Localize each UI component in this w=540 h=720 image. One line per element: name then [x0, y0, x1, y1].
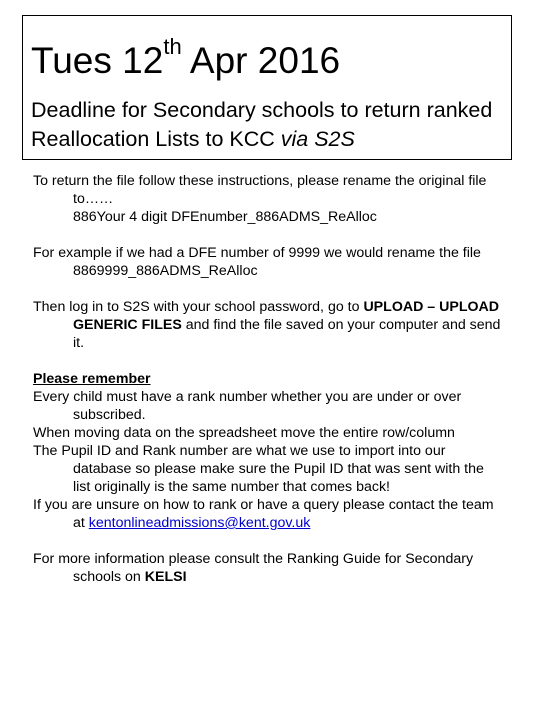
instruction-rename-text: To return the file follow these instructions, please rename the original file to…… — [33, 173, 487, 207]
page-title-date — [31, 34, 341, 82]
instructions-body — [33, 172, 503, 586]
title-month-year: Apr 2016 — [181, 40, 341, 81]
title-day: Tues 12 — [31, 40, 164, 81]
remember-item-pupil-id-text: The Pupil ID and Rank number are what we use to import into our database so please make sure the Pupil ID that was sent with the list originally is the same number that comes back! — [33, 443, 484, 495]
remember-item-move-text: When moving data on the spreadsheet move the entire row/column — [33, 425, 455, 441]
instruction-rename — [33, 172, 503, 208]
contact-email-link[interactable]: kentonlineadmissions@kent.gov.uk — [88, 515, 311, 531]
deadline-via: via S2S — [280, 127, 355, 151]
title-box — [22, 15, 512, 160]
deadline-heading — [31, 96, 509, 154]
upload-menu-path: UPLOAD – UPLOAD GENERIC FILES — [73, 299, 500, 333]
remember-item-contact — [33, 496, 503, 532]
remember-item-pupil-id — [33, 442, 503, 496]
kelsi-name: KELSI — [144, 569, 187, 585]
more-info-text: For more information please consult the Ranking Guide for Secondary schools on — [33, 551, 474, 585]
example-paragraph — [33, 244, 503, 280]
login-suffix: and find the file saved on your computer and send it. — [73, 317, 501, 351]
login-paragraph — [33, 298, 503, 352]
title-ordinal: th — [163, 34, 182, 59]
remember-item-move — [33, 424, 503, 442]
example-text: For example if we had a DFE number of 9999 we would rename the file 8869999_886ADMS_ReAlloc — [33, 245, 481, 279]
remember-item-rank — [33, 388, 503, 424]
remember-item-rank-text: Every child must have a rank number whether you are under or over subscribed. — [33, 389, 462, 423]
login-prefix: Then log in to S2S with your school password, go to — [33, 299, 364, 315]
more-info-paragraph — [33, 550, 503, 586]
remember-item-contact-text: If you are unsure on how to rank or have a query please contact the team at — [33, 497, 494, 531]
filename-format-text: 886Your 4 digit DFEnumber_886ADMS_ReAlloc — [73, 209, 377, 225]
deadline-text: Deadline for Secondary schools to return ranked Reallocation Lists to KCC — [31, 98, 493, 151]
filename-format — [33, 208, 503, 226]
remember-heading: Please remember — [33, 371, 151, 387]
